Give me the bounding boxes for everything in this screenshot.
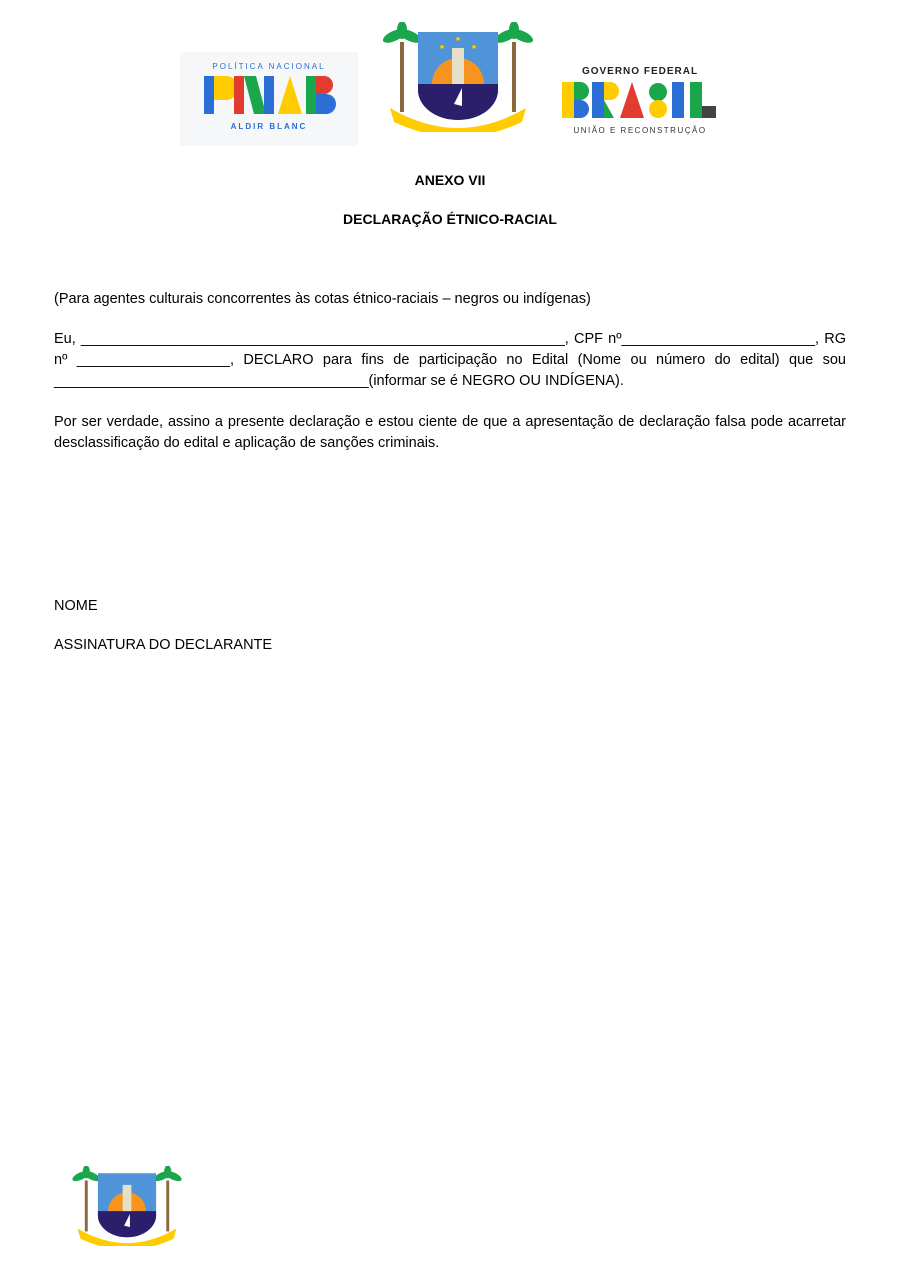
declaration-title: DECLARAÇÃO ÉTNICO-RACIAL xyxy=(343,211,557,227)
gov-bottom-text: UNIÃO E RECONSTRUÇÃO xyxy=(573,126,707,135)
coat-of-arms-icon xyxy=(70,1166,184,1246)
pnab-logo xyxy=(180,52,358,146)
header xyxy=(0,0,900,155)
name-label: NOME xyxy=(54,598,98,614)
declaration-line-2: nº ___________________, DECLARO para fins de participação no Edital (Nome ou número do edital) que sou xyxy=(54,352,846,368)
truth-paragraph: Por ser verdade, assino a presente declaração e estou ciente de que a apresentação de declaração falsa pode acarretar desclassificação do edital e aplicação de sanções criminais. xyxy=(54,414,846,451)
pnab-bottom-text: ALDIR BLANC xyxy=(230,122,308,131)
annex-title: ANEXO VII xyxy=(414,172,486,188)
footer-coat-of-arms-logo xyxy=(70,1166,184,1246)
coat-of-arms-logo xyxy=(382,22,534,132)
coat-of-arms-icon xyxy=(382,22,534,132)
gov-top-text: GOVERNO FEDERAL xyxy=(581,66,699,77)
governo-federal-logo xyxy=(560,62,720,142)
subtitle: (Para agentes culturais concorrentes às cotas étnico-raciais – negros ou indígenas) xyxy=(54,291,591,307)
declaration-paragraph xyxy=(54,329,846,392)
pnab-wordmark-icon xyxy=(180,52,358,146)
pnab-top-text: POLÍTICA NACIONAL xyxy=(212,62,326,71)
signature-label: ASSINATURA DO DECLARANTE xyxy=(54,637,273,653)
declaration-line-1: Eu, ____________________________________________________________, CPF nº________________________, RG xyxy=(54,331,846,347)
declaration-line-3: _______________________________________(informar se é NEGRO OU INDÍGENA). xyxy=(54,373,624,389)
